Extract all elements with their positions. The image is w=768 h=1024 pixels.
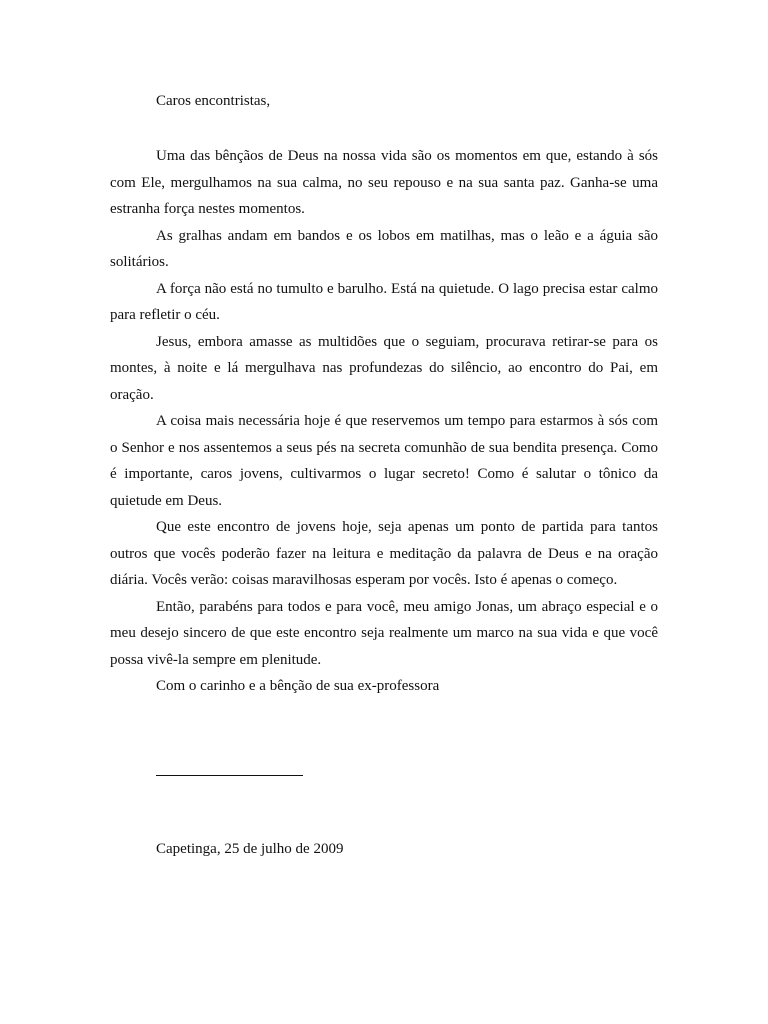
paragraph-1: Uma das bênçãos de Deus na nossa vida são os momentos em que, estando à sós com Ele, mergulhamos na sua calma, no seu repouso e na sua santa paz. Ganha-se uma estranha força nestes momentos. <box>110 148 658 217</box>
paragraph-4: Jesus, embora amasse as multidões que o seguiam, procurava retirar-se para os montes, à noite e lá mergulhava nas profundezas do silêncio, ao encontro do Pai, em oração. <box>110 333 658 403</box>
salutation: Caros encontristas, <box>156 93 271 109</box>
signature-line <box>156 775 303 776</box>
paragraph-7: Então, parabéns para todos e para você, meu amigo Jonas, um abraço especial e o meu desejo sincero de que este encontro seja realmente um marco na sua vida e que você possa vivê-la sempre em plenitude. <box>110 598 658 668</box>
letter-body <box>110 143 658 700</box>
paragraph-3: A força não está no tumulto e barulho. Está na quietude. O lago precisa estar calmo para refletir o céu. <box>110 280 658 323</box>
date-line: Capetinga, 25 de julho de 2009 <box>156 841 344 857</box>
paragraph-6: Que este encontro de jovens hoje, seja apenas um ponto de partida para tantos outros que vocês poderão fazer na leitura e meditação da palavra de Deus e na oração diária. Vocês verão: coisas maravilhosas esperam por vocês. Isto é apenas o começo. <box>110 519 658 588</box>
paragraph-2: As gralhas andam em bandos e os lobos em matilhas, mas o leão e a águia são solitários. <box>110 227 658 270</box>
closing-line: Com o carinho e a bênção de sua ex-professora <box>156 678 440 694</box>
paragraph-5: A coisa mais necessária hoje é que reservemos um tempo para estarmos à sós com o Senhor e nos assentemos a seus pés na secreta comunhão de sua bendita presença. Como é importante, caros jovens, cultivarmos o lugar secreto! Como é salutar o tônico da quietude em Deus. <box>110 413 658 509</box>
